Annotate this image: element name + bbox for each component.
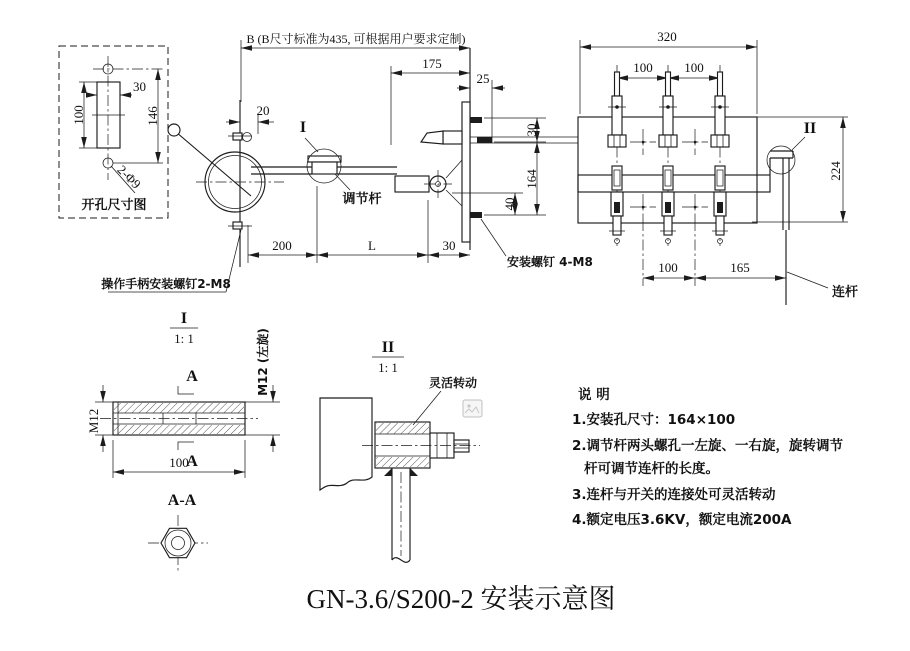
rear-terminal-stub [477,137,492,143]
rod-break-line [392,558,410,563]
mount-screw-label: 安装螺钉 4-M8 [507,255,593,269]
weld-mark-left [384,468,392,476]
assembly-side-view [101,31,593,292]
dim-175: 175 [422,56,442,71]
handle-ball [168,124,180,136]
detail-1-scale: 1: 1 [174,331,194,346]
dim-b-note: B (B尺寸标准为435, 可根据用户要求定制) [246,32,466,46]
dim-20: 20 [256,103,270,118]
note-line-3: 3.连杆与开关的连接处可灵活转动 [572,487,776,503]
handle-screw-lower [233,222,242,229]
dim-30: 30 [442,238,456,253]
handle-screw-label: 操作手柄安装螺钉2-M8 [101,277,231,291]
link-rod-label: 连杆 [832,285,859,300]
thread-m12-label: M12 [86,408,101,434]
flange-plate [462,102,470,242]
watermark-icon [463,400,482,417]
drawing-title: GN-3.6/S200-2 安装示意图 [306,584,616,614]
rod-end-block [395,176,429,192]
hole-cutout-detail [59,46,168,218]
detail-boundary-dashed-box [59,46,168,218]
mount-screw-bottom [470,212,482,218]
hole-detail-dim-100: 100 [71,105,86,125]
insulator-posts [608,72,729,246]
note-line-2b: 杆可调节连杆的长度。 [584,461,719,477]
dim-320: 320 [657,29,677,44]
dim-v30: 30 [524,123,539,137]
section-aa-hex-nut [161,528,195,557]
detail-1-view [86,310,280,571]
section-aa-title: A-A [167,492,197,509]
note-line-1: 1.安装孔尺寸：164×100 [572,412,736,428]
dim-100-right: 100 [684,60,704,75]
detail-2-view [320,339,482,562]
detail-2-marker: II [803,120,817,137]
dim-165: 165 [730,260,750,275]
dim-224: 224 [828,161,843,181]
hole-detail-dim-30: 30 [133,79,146,94]
hole-count-note: 2-Φ9 [114,162,144,192]
adjuster-body [312,162,337,174]
notes-heading: 说 明 [578,387,610,403]
note-line-4: 4.额定电压3.6KV，额定电流200A [572,512,792,528]
dim-25: 25 [476,71,490,86]
terminal-bar [443,131,462,144]
detail-1-title: I [180,310,188,327]
switch-crossbar [578,175,770,192]
notes-block [572,386,844,528]
swivel-label: 灵活转动 [428,376,478,390]
adjuster-flange [308,156,341,162]
dim-L: L [368,238,376,253]
adjuster-label: 调节杆 [342,192,382,207]
hole-detail-dim-146: 146 [145,106,160,126]
detail-2-title: II [381,339,395,356]
switch-front-view [578,29,858,305]
detail-2-circle [767,146,795,174]
detail-2-scale: 1: 1 [378,360,398,375]
crank-pin [243,133,252,142]
section-a-top-label: A [186,368,198,385]
terminal-blade [421,131,443,144]
hole-detail-caption: 开孔尺寸图 [81,198,147,213]
weld-mark-right [410,468,418,476]
dim-100-left: 100 [633,60,653,75]
threaded-stub [454,440,469,452]
dim-200: 200 [272,238,292,253]
mount-screw-top [470,117,482,123]
dim-100-bottom: 100 [658,260,678,275]
note-line-2: 2.调节杆两头螺孔一左旋、一右旋，旋转调节 [572,438,844,454]
detail-1-dim-100: 100 [169,455,189,470]
section-a-bottom-label: A [186,453,198,470]
thread-m12-left-hand-label: M12 (左旋) [256,328,270,396]
dim-v164: 164 [524,169,539,189]
dim-v40: 40 [502,197,517,211]
switch-side-plate [320,398,372,490]
detail-1-marker: I [299,119,307,136]
